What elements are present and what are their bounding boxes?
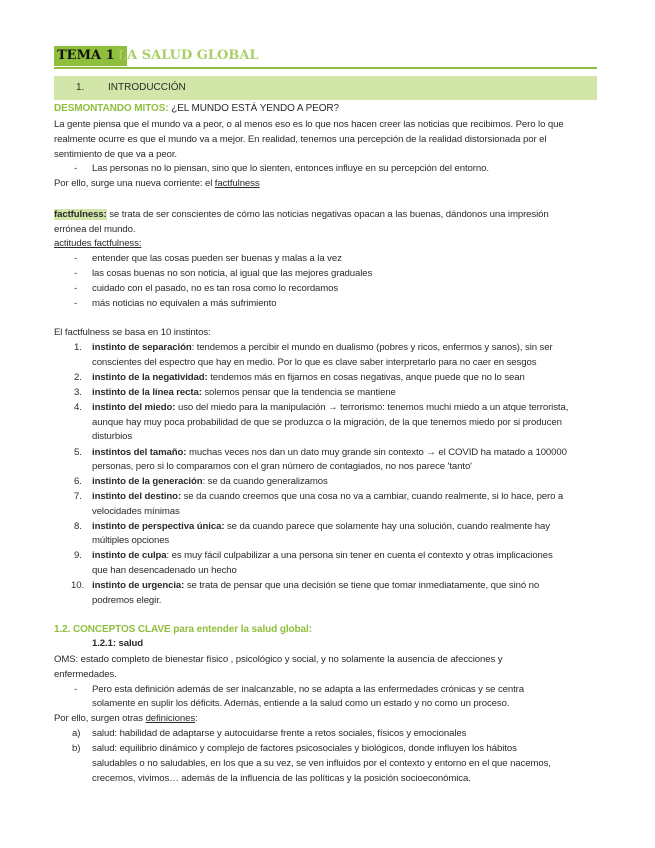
instinto-number: 6. — [74, 476, 82, 487]
instinto-item — [92, 550, 553, 563]
tema-title: LA SALUD GLOBAL — [118, 48, 259, 63]
instinto-text: se trata de pensar que una decisión se tiene que tomar inmediatamente, que sinó no — [184, 580, 540, 591]
mitos-bullet: Las personas no lo piensan, sino que lo sienten, entonces influye en su percepción del entorno. — [92, 163, 489, 174]
instinto-term: instinto del miedo: — [92, 402, 176, 413]
instinto-text-cont: podremos elegir. — [92, 595, 162, 606]
conceptos-heading: 1.2. CONCEPTOS CLAVE para entender la salud global: — [54, 624, 312, 635]
instinto-item — [92, 476, 328, 489]
instinto-item — [92, 402, 568, 415]
instinto-number: 2. — [74, 372, 82, 383]
actitud-item: las cosas buenas no son noticia, al igual que las mejores graduales — [92, 268, 373, 279]
corriente-line — [54, 178, 260, 191]
instinto-term: instinto de la generación — [92, 476, 203, 487]
bullet-dash: - — [74, 268, 78, 279]
mitos-heading-green: DESMONTANDO MITOS: — [54, 103, 169, 114]
instinto-text-cont: disturbios — [92, 431, 133, 442]
instinto-text: : tendemos a percibir el mundo en dualismo (pobres y ricos, enfermos y sanos), sin ser — [191, 342, 553, 353]
instinto-text-cont: conscientes del espectro que hay en medio. Por lo que es clave saber interpretarlo para no caer en sesgos — [92, 357, 537, 368]
definiciones-text: Por ello, surgen otras — [54, 713, 146, 724]
instinto-number: 8. — [74, 521, 82, 532]
instinto-text: uso del miedo para la manipulación → terrorismo: tenemos muchi miedo a un atque terrorista, — [175, 402, 569, 413]
mitos-paragraph-line-1: La gente piensa que el mundo va a peor, o al menos eso es lo que nos hacen creer las noticias que recibimos. Pero lo que — [54, 119, 564, 130]
instinto-text-cont: aunque hay muy poca probabilidad de que se produzca o la migración, de la que tenemos miedo por si producen — [92, 417, 562, 428]
bullet-dash: - — [74, 298, 78, 309]
instinto-term: instintos del tamaño: — [92, 447, 187, 458]
mitos-paragraph-line-3: sentimiento de que va a peor. — [54, 149, 177, 160]
instinto-term: instinto de la línea recta: — [92, 387, 202, 398]
oms-bullet-line-1: Pero esta definición además de ser inalcanzable, no se adapta a las enfermedades crónicas y se centra — [92, 684, 525, 695]
instinto-item — [92, 447, 567, 460]
oms-line-2: enfermedades. — [54, 669, 117, 680]
factfulness-link: factfulness — [214, 178, 260, 189]
instinto-number: 9. — [74, 550, 82, 561]
salud-subheading: 1.2.1: salud — [92, 638, 144, 649]
bullet-dash: - — [74, 163, 78, 174]
actitud-item: entender que las cosas pueden ser buenas y malas a la vez — [92, 253, 342, 264]
instinto-term: instinto de la negatividad: — [92, 372, 208, 383]
instinto-term: instinto de culpa — [92, 550, 167, 561]
factfulness-def-text: se trata de ser conscientes de cómo las noticias negativas opacan a las buenas, dándonos una impresión — [106, 209, 549, 220]
def-item: salud: habilidad de adaptarse y autocuidarse frente a retos sociales, físicos y emocionales — [92, 728, 467, 739]
definiciones-link: definiciones — [145, 713, 196, 724]
instinto-text-cont: múltiples opciones — [92, 535, 170, 546]
instinto-item — [92, 491, 563, 504]
mitos-heading-rest: ¿EL MUNDO ESTÁ YENDO A PEOR? — [171, 103, 339, 114]
instinto-text: muchas veces nos dan un dato muy grande sin contexto → el COVID ha matado a 100000 — [186, 447, 567, 458]
actitud-item: cuidado con el pasado, no es tan rosa como lo recordamos — [92, 283, 339, 294]
intro-number: 1. — [76, 82, 85, 93]
instinto-text: : se da cuando generalizamos — [202, 476, 328, 487]
instinto-number: 4. — [74, 402, 82, 413]
instinto-term: instinto de urgencia: — [92, 580, 185, 591]
instinto-item — [92, 521, 550, 534]
instinto-term: instinto de perspectiva única: — [92, 521, 225, 532]
bullet-dash: - — [74, 253, 78, 264]
tema-label: TEMA 1 : — [54, 46, 127, 66]
corriente-text: Por ello, surge una nueva corriente: el — [54, 178, 215, 189]
instinto-number: 5. — [74, 447, 82, 458]
oms-bullet-line-2: solamente en suplir los déficits. Además, entiende a la salud como un estado y no como un proceso. — [92, 698, 510, 709]
def-marker: b) — [72, 743, 81, 754]
factfulness-def-line-1 — [54, 209, 549, 222]
factfulness-def-line-2: errónea del mundo. — [54, 224, 136, 235]
instinto-number: 1. — [74, 342, 82, 353]
instinto-item — [92, 372, 525, 385]
instinto-text-cont: personas, pero si lo comparamos con el gran número de contagiados, no nos parece 'tanto' — [92, 461, 472, 472]
instintos-intro: El factfulness se basa en 10 instintos: — [54, 327, 211, 338]
instinto-term: instinto de separación — [92, 342, 192, 353]
bullet-dash: - — [74, 684, 78, 695]
mitos-paragraph-line-2: realmente ocurre es que el mundo va a mejor. En realidad, tenemos una percepción de la realidad distorsionada por el — [54, 134, 547, 145]
definiciones-colon: : — [195, 713, 198, 724]
def-item-cont: crecemos, vivimos… además de la influencia de las políticas y la posición socioeconómica. — [92, 773, 471, 784]
instinto-item — [92, 387, 396, 400]
actitudes-title: actitudes factfulness: — [54, 238, 142, 249]
instinto-text: tendemos más en fijarnos en cosas negativas, anque puede que no lo sean — [207, 372, 525, 383]
mitos-heading — [54, 103, 339, 116]
def-marker: a) — [72, 728, 81, 739]
instinto-text-cont: que han desencadenado un hecho — [92, 565, 237, 576]
instinto-text: se da cuando creemos que una cosa no va a cambiar, cuando realmente, si lo hace, pero a — [181, 491, 564, 502]
intro-heading: INTRODUCCIÓN — [108, 82, 186, 93]
instinto-text: solemos pensar que la tendencia se mantiene — [201, 387, 396, 398]
oms-line-1: OMS: estado completo de bienestar físico , psicológico y social, y no solamente la ausencia de afecciones y — [54, 654, 503, 665]
instinto-number: 7. — [74, 491, 82, 502]
instinto-text-cont: velocidades mínimas — [92, 506, 180, 517]
instinto-item — [92, 342, 553, 355]
instinto-text: se da cuando parece que solamente hay una solución, cuando realmente hay — [224, 521, 550, 532]
instinto-term: instinto del destino: — [92, 491, 182, 502]
title-rule — [54, 67, 597, 69]
def-item: salud: equilibrio dinámico y complejo de factores psicosociales y biológicos, donde influyen los hábitos — [92, 743, 517, 754]
instinto-text: : es muy fácil culpabilizar a una persona sin tener en cuenta el contexto y otras implicaciones — [166, 550, 553, 561]
def-item-cont: saludables o no saludables, en los que a su vez, se ven influidos por el contexto y entorno en el que nacemos, — [92, 758, 551, 769]
bullet-dash: - — [74, 283, 78, 294]
instinto-number: 10. — [71, 580, 85, 591]
definiciones-line — [54, 713, 198, 726]
instinto-item — [92, 580, 539, 593]
instinto-number: 3. — [74, 387, 82, 398]
factfulness-term: factfulness: — [54, 209, 107, 220]
actitud-item: más noticias no equivalen a más sufrimiento — [92, 298, 277, 309]
